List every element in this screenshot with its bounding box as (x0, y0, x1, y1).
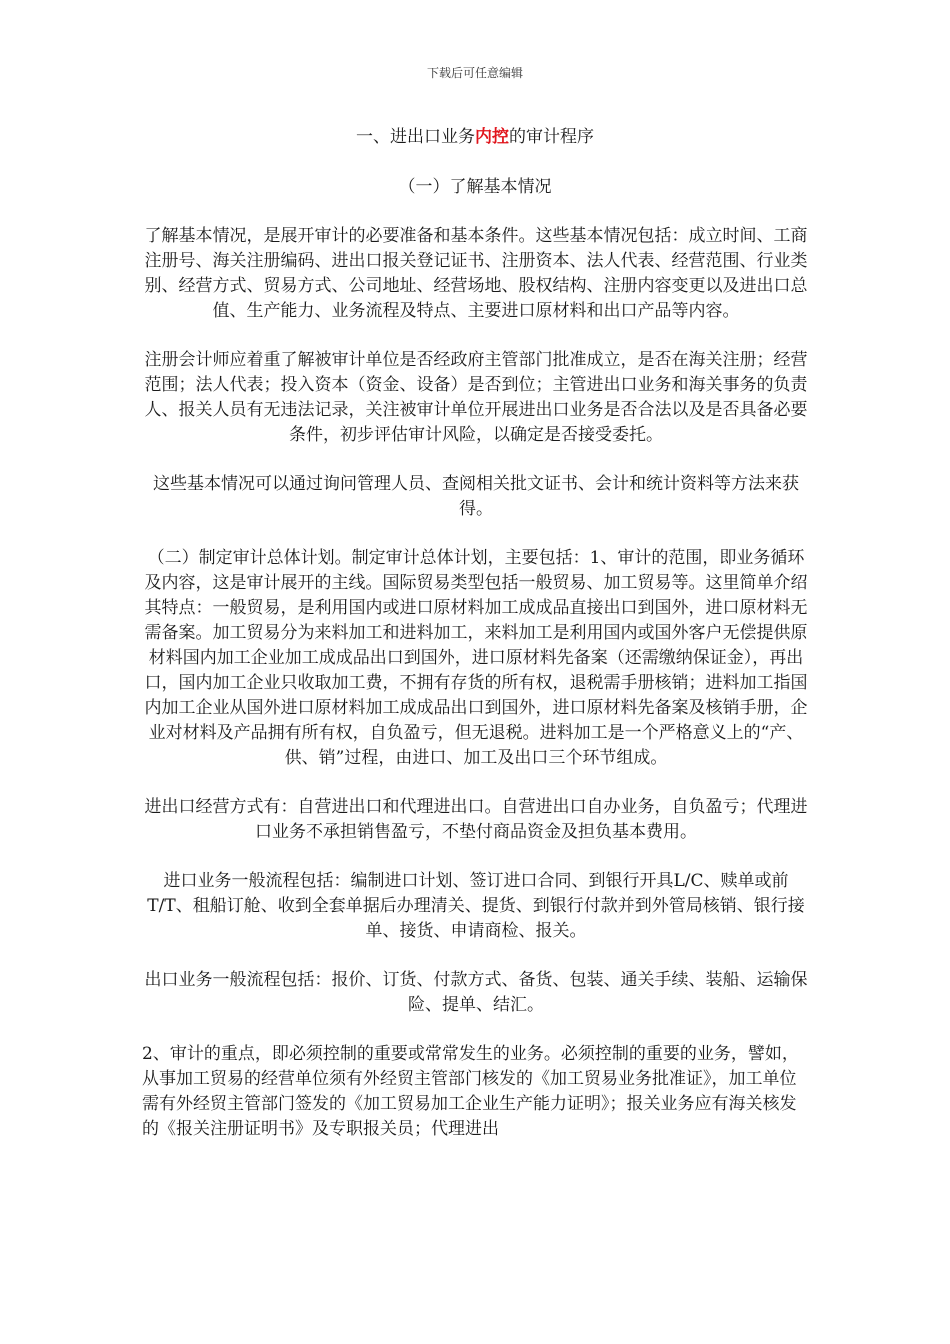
document-title (0, 124, 950, 150)
paragraph-audit-plan: （二）制定审计总体计划。制定审计总体计划，主要包括：1、审计的范围，即业务循环及内容，这是审计展开的主线。国际贸易类型包括一般贸易、加工贸易等。这里简单介绍其特点：一般贸易，是利用国内或进口原材料加工成成品直接出口到国外，进口原材料无需备案。加工贸易分为来料加工和进料加工，来料加工是利用国内或国外客户无偿提供原材料国内加工企业加工成成品出口到国外，进口原材料先备案（还需缴纳保证金），再出口，国内加工企业只收取加工费，不拥有存货的所有权，退税需手册核销；进料加工指国内加工企业从国外进口原材料加工成成品出口到国外，进口原材料先备案及核销手册，企业对材料及产品拥有所有权，自负盈亏，但无退税。进料加工是一个严格意义上的“产、供、销”过程，由进口、加工及出口三个环节组成。 (144, 548, 808, 768)
paragraph-import-flow: 进口业务一般流程包括：编制进口计划、签订进口合同、到银行开具L/C、赎单或前T/T、租船订舱、收到全套单据后办理清关、提货、到银行付款并到外管局核销、银行接单、接货、申请商检、报关。 (147, 871, 805, 941)
section-title: （一）了解基本情况 (398, 177, 552, 197)
header-note: 下载后可任意编辑 (426, 66, 523, 80)
title-prefix: 一、进出口业务 (356, 127, 475, 147)
paragraph-export-flow: 出口业务一般流程包括：报价、订货、付款方式、备货、包装、通关手续、装船、运输保险、提单、结汇。 (144, 970, 808, 1015)
paragraph-audit-focus: 2、审计的重点，即必须控制的重要或常常发生的业务。必须控制的重要的业务，譬如，从事加工贸易的经营单位须有外经贸主管部门核发的《加工贸易业务批准证》，加工单位需有外经贸主管部门签发的《加工贸易加工企业生产能力证明》；报关业务应有海关核发的《报关注册证明书》及专职报关员；代理进出 (142, 1044, 799, 1139)
title-suffix: 的审计程序 (509, 127, 594, 147)
title-highlight: 内控 (475, 127, 509, 147)
paragraph-methods: 这些基本情况可以通过询问管理人员、查阅相关批文证书、会计和统计资料等方法来获得。 (153, 474, 799, 519)
paragraph-basic-info: 了解基本情况，是展开审计的必要准备和基本条件。这些基本情况包括：成立时间、工商注册号、海关注册编码、进出口报关登记证书、注册资本、法人代表、经营范围、行业类别、经营方式、贸易方式、公司地址、经营场地、股权结构、注册内容变更以及进出口总值、生产能力、业务流程及特点、主要进口原材料和出口产品等内容。 (144, 226, 808, 321)
paragraph-business-modes: 进出口经营方式有：自营进出口和代理进出口。自营进出口自办业务，自负盈亏；代理进口业务不承担销售盈亏，不垫付商品资金及担负基本费用。 (144, 797, 808, 842)
document-body (142, 224, 810, 1142)
paragraph-cpa-focus: 注册会计师应着重了解被审计单位是否经政府主管部门批准成立，是否在海关注册；经营范围；法人代表；投入资本（资金、设备）是否到位；主管进出口业务和海关事务的负责人、报关人员有无违法记录，关注被审计单位开展进出口业务是否合法以及是否具备必要条件，初步评估审计风险，以确定是否接受委托。 (144, 350, 808, 445)
